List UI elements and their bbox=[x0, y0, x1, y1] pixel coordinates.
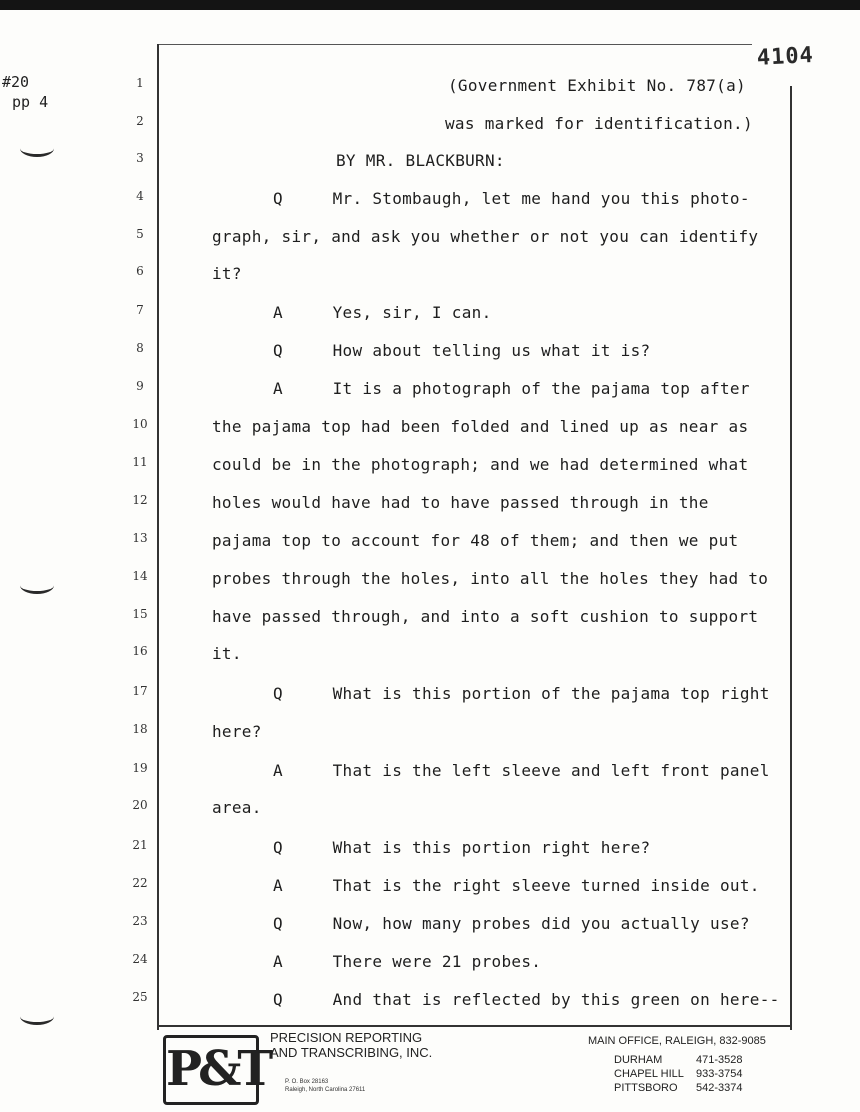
transcript-line: area. bbox=[212, 798, 262, 817]
line-number: 22 bbox=[132, 876, 148, 890]
line-number: 17 bbox=[132, 684, 148, 698]
transcript-line: Q What is this portion right here? bbox=[273, 838, 651, 857]
margin-note-pages: pp 4 bbox=[12, 93, 49, 111]
transcript-line: A That is the left sleeve and left front panel bbox=[273, 761, 770, 780]
binder-hole-mark bbox=[20, 140, 54, 157]
line-number: 5 bbox=[136, 227, 144, 241]
transcript-line: graph, sir, and ask you whether or not you can identify bbox=[212, 227, 759, 246]
line-number: 25 bbox=[132, 990, 148, 1004]
line-number: 16 bbox=[132, 644, 148, 658]
transcript-line: the pajama top had been folded and lined up as near as bbox=[212, 417, 749, 436]
office-phone: 933-3754 bbox=[696, 1068, 743, 1080]
transcript-left-margin-rule bbox=[157, 44, 159, 1030]
transcript-line: it? bbox=[212, 264, 242, 283]
address-line: Raleigh, North Carolina 27611 bbox=[285, 1087, 366, 1093]
main-office-line: MAIN OFFICE, RALEIGH, 832-9085 bbox=[588, 1035, 766, 1047]
office-phone: 542-3374 bbox=[696, 1082, 743, 1094]
firm-address bbox=[285, 1078, 365, 1094]
transcript-line: here? bbox=[212, 722, 262, 741]
line-number: 2 bbox=[136, 114, 144, 128]
line-number: 10 bbox=[132, 417, 148, 431]
transcript-line: Q And that is reflected by this green on here-- bbox=[273, 990, 780, 1009]
transcript-line: A There were 21 probes. bbox=[273, 952, 542, 971]
margin-note-volume: #20 bbox=[2, 73, 30, 91]
transcript-line: was marked for identification.) bbox=[445, 114, 753, 133]
line-number: 4 bbox=[136, 189, 144, 203]
office-city: CHAPEL HILL bbox=[614, 1068, 684, 1080]
office-city: PITTSBORO bbox=[614, 1082, 678, 1094]
transcript-line: pajama top to account for 48 of them; and then we put bbox=[212, 531, 739, 550]
office-city: DURHAM bbox=[614, 1054, 663, 1066]
line-number: 23 bbox=[132, 914, 148, 928]
page-top-edge bbox=[0, 0, 860, 10]
transcript-line: Q What is this portion of the pajama top right bbox=[273, 684, 770, 703]
binder-hole-mark bbox=[20, 577, 54, 594]
transcript-line: A That is the right sleeve turned inside out. bbox=[273, 876, 760, 895]
address-line: P. O. Box 28163 bbox=[285, 1079, 329, 1085]
line-number: 8 bbox=[136, 341, 144, 355]
transcript-line: it. bbox=[212, 644, 242, 663]
office-row bbox=[614, 1054, 764, 1066]
line-number: 9 bbox=[136, 379, 144, 393]
line-number: 1 bbox=[136, 76, 144, 90]
transcript-line: (Government Exhibit No. 787(a) bbox=[448, 76, 746, 95]
line-number: 21 bbox=[132, 838, 148, 852]
transcript-line: A Yes, sir, I can. bbox=[273, 303, 492, 322]
line-number: 13 bbox=[132, 531, 148, 545]
line-number: 19 bbox=[132, 761, 148, 775]
line-number: 11 bbox=[132, 455, 148, 469]
transcript-line: have passed through, and into a soft cushion to support bbox=[212, 607, 759, 626]
line-number: 15 bbox=[132, 607, 148, 621]
office-row bbox=[614, 1082, 764, 1094]
transcript-line: Q Now, how many probes did you actually use? bbox=[273, 914, 750, 933]
binder-hole-mark bbox=[20, 1008, 54, 1025]
firm-name bbox=[270, 1030, 432, 1060]
firm-name-line: PRECISION REPORTING bbox=[270, 1030, 423, 1045]
transcript-line: BY MR. BLACKBURN: bbox=[336, 151, 505, 170]
line-number: 6 bbox=[136, 264, 144, 278]
transcript-frame-top bbox=[157, 44, 752, 45]
transcript-line: A It is a photograph of the pajama top after bbox=[273, 379, 750, 398]
line-number: 7 bbox=[136, 303, 144, 317]
line-number: 14 bbox=[132, 569, 148, 583]
transcript-line: could be in the photograph; and we had determined what bbox=[212, 455, 749, 474]
office-row bbox=[614, 1068, 764, 1080]
transcript-line: Q How about telling us what it is? bbox=[273, 341, 651, 360]
transcript-right-margin-rule bbox=[790, 86, 792, 1030]
line-number: 20 bbox=[132, 798, 148, 812]
transcript-line: Q Mr. Stombaugh, let me hand you this photo- bbox=[273, 189, 750, 208]
line-number: 3 bbox=[136, 151, 144, 165]
line-number: 18 bbox=[132, 722, 148, 736]
page-number: 4104 bbox=[756, 42, 815, 71]
office-phone: 471-3528 bbox=[696, 1054, 743, 1066]
line-number: 12 bbox=[132, 493, 148, 507]
transcript-line: holes would have had to have passed through in the bbox=[212, 493, 709, 512]
firm-name-line: AND TRANSCRIBING, INC. bbox=[270, 1045, 433, 1060]
reporter-footer bbox=[0, 1027, 860, 1112]
transcript-line: probes through the holes, into all the holes they had to bbox=[212, 569, 769, 588]
line-number: 24 bbox=[132, 952, 148, 966]
reporting-firm-logo: P&T bbox=[163, 1035, 259, 1105]
